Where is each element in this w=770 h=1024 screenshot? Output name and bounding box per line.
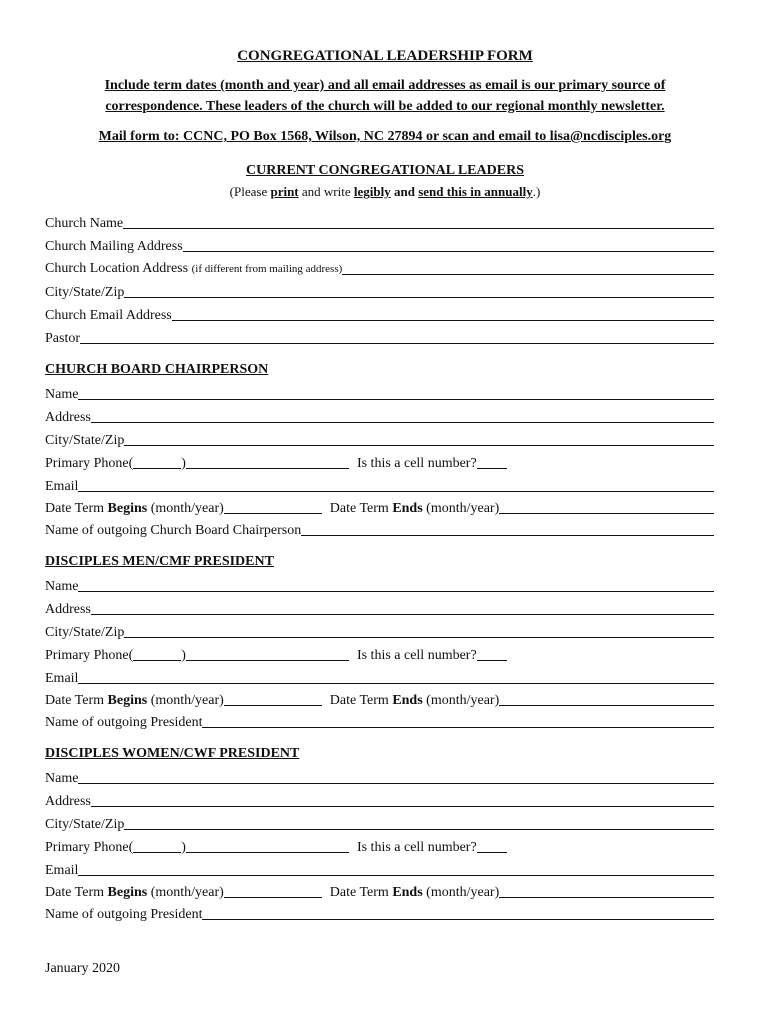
women-begins-word: Begins xyxy=(107,885,148,900)
note-mid: and write xyxy=(298,184,354,199)
board-outgoing-line[interactable] xyxy=(301,518,714,536)
board-email-label: Email xyxy=(45,479,79,494)
church-location-field xyxy=(45,258,714,278)
note-and: and xyxy=(390,184,419,199)
board-cell-line[interactable] xyxy=(477,451,507,469)
board-email-field xyxy=(45,475,714,495)
church-city-label: City/State/Zip xyxy=(45,285,125,300)
men-ends-pre: Date Term xyxy=(329,693,393,708)
board-heading: CHURCH BOARD CHAIRPERSON xyxy=(45,362,269,377)
church-mailing-label: Church Mailing Address xyxy=(45,239,183,254)
men-phone-paren: ) xyxy=(181,648,186,663)
men-outgoing-line[interactable] xyxy=(202,710,714,728)
women-ends-line[interactable] xyxy=(499,880,714,898)
mail-instructions: Mail form to: CCNC, PO Box 1568, Wilson, NC 27894 or scan and email to lisa@ncdisciples.org xyxy=(98,129,672,144)
men-area-code-line[interactable] xyxy=(133,643,181,661)
men-email-field xyxy=(45,667,714,687)
board-name-line[interactable] xyxy=(78,382,714,400)
men-term-field xyxy=(45,689,714,709)
board-begins-pre: Date Term xyxy=(45,501,108,516)
church-location-note: (if different from mailing address) xyxy=(191,263,343,275)
men-ends-suffix: (month/year) xyxy=(422,693,500,708)
church-mailing-field xyxy=(45,235,714,255)
men-begins-label xyxy=(45,692,224,709)
board-begins-line[interactable] xyxy=(224,496,322,514)
church-name-label: Church Name xyxy=(45,216,124,231)
women-phone-label: Primary Phone( xyxy=(45,840,134,855)
men-name-label: Name xyxy=(45,579,79,594)
women-term-field xyxy=(45,881,714,901)
women-email-line[interactable] xyxy=(78,858,714,876)
women-ends-suffix: (month/year) xyxy=(422,885,500,900)
board-name-field xyxy=(45,383,714,403)
women-begins-label xyxy=(45,884,224,901)
board-address-field xyxy=(45,406,714,426)
women-heading: DISCIPLES WOMEN/CWF PRESIDENT xyxy=(45,746,300,761)
intro-text xyxy=(50,75,720,117)
church-location-line[interactable] xyxy=(342,257,714,275)
church-email-field xyxy=(45,304,714,324)
board-begins-suffix: (month/year) xyxy=(147,501,224,516)
women-address-field xyxy=(45,790,714,810)
men-ends-line[interactable] xyxy=(499,688,714,706)
men-cell-line[interactable] xyxy=(477,643,507,661)
women-email-field xyxy=(45,859,714,879)
women-ends-label xyxy=(330,884,499,901)
women-ends-pre: Date Term xyxy=(329,885,393,900)
board-ends-pre: Date Term xyxy=(329,501,393,516)
women-area-code-line[interactable] xyxy=(133,835,181,853)
church-city-field xyxy=(45,281,714,301)
women-begins-pre: Date Term xyxy=(45,885,108,900)
church-city-line[interactable] xyxy=(124,280,714,298)
board-address-line[interactable] xyxy=(91,405,714,423)
note-print: print xyxy=(270,184,299,199)
men-name-field xyxy=(45,575,714,595)
board-phone-label: Primary Phone( xyxy=(45,456,134,471)
church-name-field xyxy=(45,212,714,232)
men-city-label: City/State/Zip xyxy=(45,625,125,640)
women-phone-field xyxy=(45,836,714,856)
women-phone-line[interactable] xyxy=(186,835,349,853)
board-ends-label xyxy=(330,500,499,517)
form-title: CONGREGATIONAL LEADERSHIP FORM xyxy=(237,48,533,64)
women-begins-line[interactable] xyxy=(224,880,322,898)
women-cell-label: Is this a cell number? xyxy=(356,840,477,855)
church-name-line[interactable] xyxy=(123,211,714,229)
women-outgoing-field xyxy=(45,903,714,923)
men-outgoing-label: Name of outgoing President xyxy=(45,715,203,730)
board-phone-paren: ) xyxy=(181,456,186,471)
men-begins-suffix: (month/year) xyxy=(147,693,224,708)
board-cell-label: Is this a cell number? xyxy=(356,456,477,471)
women-name-field xyxy=(45,767,714,787)
men-cell-label: Is this a cell number? xyxy=(356,648,477,663)
board-ends-suffix: (month/year) xyxy=(422,501,500,516)
men-city-line[interactable] xyxy=(124,620,714,638)
men-email-line[interactable] xyxy=(78,666,714,684)
women-begins-suffix: (month/year) xyxy=(147,885,224,900)
women-address-label: Address xyxy=(45,794,91,809)
church-mailing-line[interactable] xyxy=(183,234,714,252)
board-ends-line[interactable] xyxy=(499,496,714,514)
men-address-line[interactable] xyxy=(91,597,714,615)
men-address-field xyxy=(45,598,714,618)
men-begins-word: Begins xyxy=(107,693,148,708)
pastor-label: Pastor xyxy=(45,331,80,346)
board-phone-field xyxy=(45,452,714,472)
instructions-note xyxy=(0,184,770,200)
pastor-line[interactable] xyxy=(80,326,714,344)
board-city-label: City/State/Zip xyxy=(45,433,125,448)
women-cell-line[interactable] xyxy=(477,835,507,853)
men-address-label: Address xyxy=(45,602,91,617)
men-heading: DISCIPLES MEN/CMF PRESIDENT xyxy=(45,554,274,569)
pastor-field xyxy=(45,327,714,347)
board-outgoing-label: Name of outgoing Church Board Chairperson xyxy=(45,523,302,538)
women-ends-word: Ends xyxy=(392,885,423,900)
church-email-line[interactable] xyxy=(172,303,714,321)
board-area-code-line[interactable] xyxy=(133,451,181,469)
note-close: .) xyxy=(532,184,541,199)
men-ends-label xyxy=(330,692,499,709)
note-send: send this in annually xyxy=(418,184,533,199)
women-email-label: Email xyxy=(45,863,79,878)
men-email-label: Email xyxy=(45,671,79,686)
board-city-field xyxy=(45,429,714,449)
church-location-label xyxy=(45,260,342,278)
board-begins-label xyxy=(45,500,224,517)
men-ends-word: Ends xyxy=(392,693,423,708)
men-phone-field xyxy=(45,644,714,664)
note-open: (Please xyxy=(229,184,271,199)
women-city-label: City/State/Zip xyxy=(45,817,125,832)
women-city-field xyxy=(45,813,714,833)
footer-date: January 2020 xyxy=(45,961,121,976)
board-begins-word: Begins xyxy=(107,501,148,516)
women-outgoing-label: Name of outgoing President xyxy=(45,907,203,922)
men-phone-line[interactable] xyxy=(186,643,349,661)
women-name-line[interactable] xyxy=(78,766,714,784)
board-ends-word: Ends xyxy=(392,501,423,516)
board-outgoing-field xyxy=(45,519,714,539)
women-city-line[interactable] xyxy=(124,812,714,830)
board-address-label: Address xyxy=(45,410,91,425)
men-begins-pre: Date Term xyxy=(45,693,108,708)
board-email-line[interactable] xyxy=(78,474,714,492)
men-city-field xyxy=(45,621,714,641)
men-begins-line[interactable] xyxy=(224,688,322,706)
board-term-field xyxy=(45,497,714,517)
men-phone-label: Primary Phone( xyxy=(45,648,134,663)
women-address-line[interactable] xyxy=(91,789,714,807)
current-leaders-heading: CURRENT CONGREGATIONAL LEADERS xyxy=(246,163,524,178)
men-name-line[interactable] xyxy=(78,574,714,592)
board-city-line[interactable] xyxy=(124,428,714,446)
note-legibly: legibly xyxy=(353,184,391,199)
men-outgoing-field xyxy=(45,711,714,731)
church-email-label: Church Email Address xyxy=(45,308,172,323)
women-outgoing-line[interactable] xyxy=(202,902,714,920)
church-location-text: Church Location Address xyxy=(45,261,192,276)
women-phone-paren: ) xyxy=(181,840,186,855)
board-name-label: Name xyxy=(45,387,79,402)
intro-line-2: correspondence. These leaders of the church will be added to our regional monthly newsletter. xyxy=(105,99,665,114)
women-name-label: Name xyxy=(45,771,79,786)
board-phone-line[interactable] xyxy=(186,451,349,469)
intro-line-1: Include term dates (month and year) and all email addresses as email is our primary source of xyxy=(104,78,666,93)
